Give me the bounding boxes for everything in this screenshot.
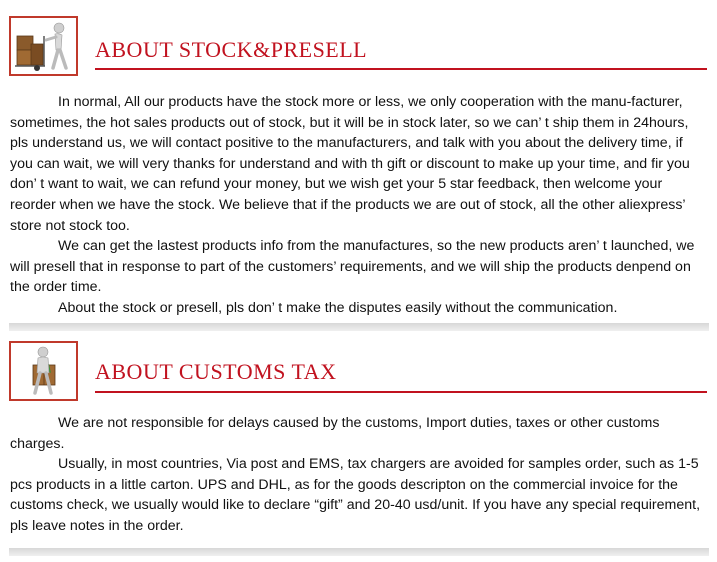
section-underline <box>95 68 707 70</box>
customs-section-icon-frame <box>9 341 78 401</box>
stock-section-body <box>10 92 708 319</box>
section-divider <box>9 548 709 556</box>
section-underline <box>95 391 707 393</box>
section-divider <box>9 323 709 331</box>
paragraph: About the stock or presell, pls don’ t make the disputes easily without the communication. <box>58 299 618 316</box>
worker-pushing-handtruck-icon <box>11 18 76 74</box>
paragraph: In normal, All our products have the stock more or less, we only cooperation with the manu-facturer, sometimes, the hot sales products out of stock, but it will be in stock later, so we can’ t ship them in 24hours, pls understand us, we will contact positive to the manufacturers, and talk with you about the delivery time, if you can wait, we will very thanks for understand and with th gift or discount to make up your time, and fir you don’ t want to wait, we can refund your money, but we wish get your 5 star feedback, then welcome your reorder when we have the stock. We believe that if the products we are out of stock, all the other aliexpress’ store not stock too. <box>10 94 690 234</box>
paragraph: We can get the lastest products info from the manufactures, so the new products aren’ t launched, we will presell that in response to part of the customers’ requirements, and we will ship the products denpend on the order time. <box>10 238 695 296</box>
paragraph: We are not responsible for delays caused by the customs, Import duties, taxes or other customs charges. <box>10 415 660 452</box>
stock-section-icon-frame <box>9 16 78 76</box>
worker-with-box-icon <box>11 343 76 399</box>
customs-section-body <box>10 413 708 537</box>
section-title-stock: ABOUT STOCK&PRESELL <box>95 37 368 62</box>
paragraph: Usually, in most countries, Via post and EMS, tax chargers are avoided for samples order, such as 1-5 pcs products in a little carton. UPS and DHL, as for the goods descripton on the commercial invoice for the customs check, we usually would like to declare “gift” and 20-40 usd/unit. If you have any special requirement, pls leave notes in the order. <box>10 456 701 534</box>
section-title-customs: ABOUT CUSTOMS TAX <box>95 359 337 384</box>
